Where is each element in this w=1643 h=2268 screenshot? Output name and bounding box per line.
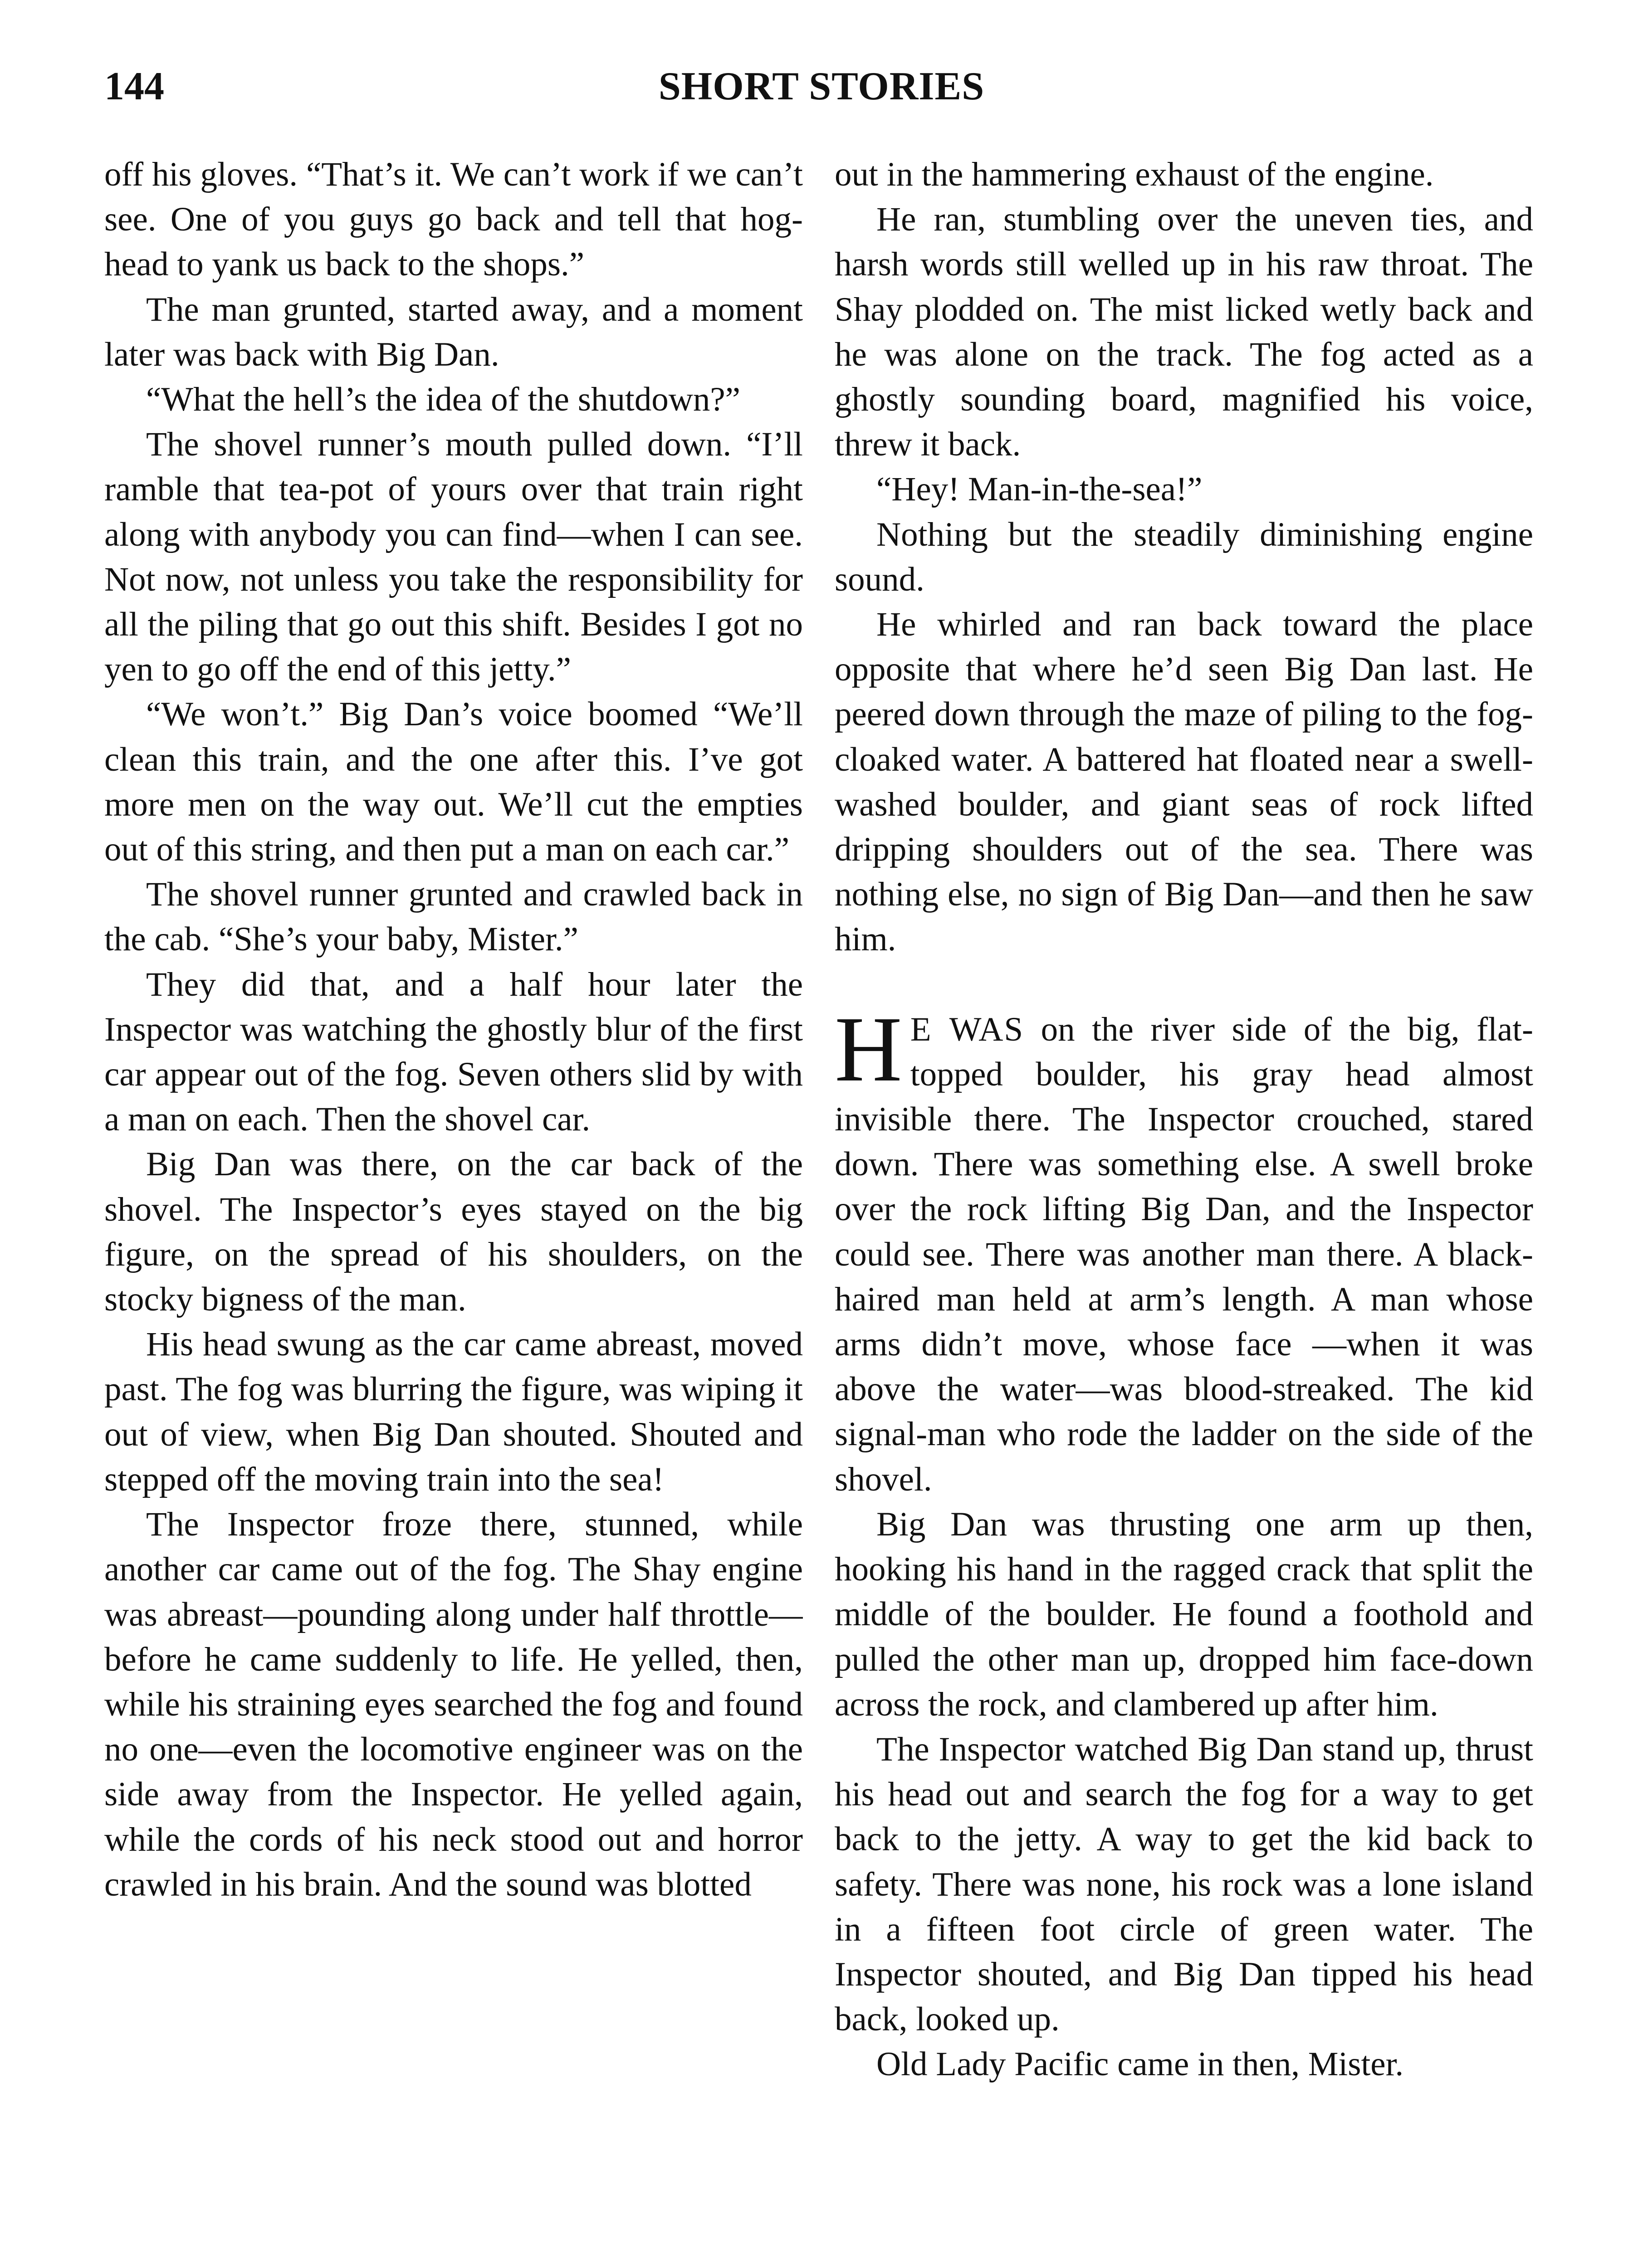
paragraph: out in the hammering exhaust of the engine. xyxy=(835,156,1434,193)
running-head: SHORT STORIES xyxy=(658,64,985,108)
text-columns xyxy=(104,152,1533,2268)
paragraph: Big Dan was there, on the car back of the shovel. The Inspector’s eyes stayed on the big figure, on the spread of his shoulders, on the stocky bigness of the man. xyxy=(104,1145,803,1319)
paragraph: He whirled and ran back toward the place opposite that where he’d seen Big Dan last. He peered down through the maze of piling to the fog-cloaked water. A battered hat floated near a swell-washed boulder, and giant seas of rock lifted dripping shoulders out of the sea. There was nothing else, no sign of Big Dan—and then he saw him. xyxy=(835,606,1533,958)
page-header xyxy=(104,64,1539,122)
section-opening-paragraph xyxy=(835,997,1533,1502)
paragraph: Big Dan was thrusting one arm up then, hooking his hand in the ragged crack that split the middle of the boulder. He found a foothold and pulled the other man up, dropped him face-down across the rock, and clambered up after him. xyxy=(835,1505,1533,1723)
paragraph: The Inspector watched Big Dan stand up, thrust his head out and search the fog for a way to get back to the jetty. A way to get the kid back to safety. There was none, his rock was a lone island in a fifteen foot circle of green water. The Inspector shouted, and Big Dan tipped his head back, looked up. xyxy=(835,1730,1533,2038)
paragraph: Nothing but the steadily diminishing engine sound. xyxy=(835,515,1533,598)
section-lead-in: E WAS xyxy=(910,1010,1024,1048)
left-column xyxy=(104,152,803,2268)
paragraph: He ran, stumbling over the uneven ties, and harsh words still welled up in his raw throat. The Shay plodded on. The mist licked wetly back and he was alone on the track. The fog acted as a ghostly sounding board, magnified his voice, threw it back. xyxy=(835,200,1533,464)
paragraph: The man grunted, started away, and a moment later was back with Big Dan. xyxy=(104,290,803,373)
page-number: 144 xyxy=(104,64,164,108)
paragraph: off his gloves. “That’s it. We can’t work if we can’t see. One of you guys go back and tell that hog-head to yank us back to the shops.” xyxy=(104,156,803,284)
paragraph: “What the hell’s the idea of the shutdown?” xyxy=(146,381,740,419)
paragraph: “Hey! Man-in-the-sea!” xyxy=(876,470,1203,508)
paragraph: Old Lady Pacific came in then, Mister. xyxy=(876,2045,1404,2083)
paragraph: The shovel runner grunted and crawled back in the cab. “She’s your baby, Mister.” xyxy=(104,875,803,958)
paragraph: The shovel runner’s mouth pulled down. “I’ll ramble that tea-pot of yours over that train right along with anybody you can find—when I can see. Not now, not unless you take the responsibility for all the piling that go out this shift. Besides I got no yen to go off the end of this jetty.” xyxy=(104,425,803,689)
drop-cap: H xyxy=(835,997,902,1101)
right-column xyxy=(835,152,1533,2268)
paragraph: They did that, and a half hour later the Inspector was watching the ghostly blur of the first car appear out of the fog. Seven others slid by with a man on each. Then the shovel car. xyxy=(104,965,803,1139)
paragraph: The Inspector froze there, stunned, while another car came out of the fog. The Shay engine was abreast—pounding along under half throttle—before he came suddenly to life. He yelled, then, while his straining eyes searched the fog and found no one—even the locomotive engineer was on the side away from the Inspector. He yelled again, while the cords of his neck stood out and horror crawled in his brain. And the sound was blotted xyxy=(104,1505,803,1903)
paragraph: His head swung as the car came abreast, moved past. The fog was blurring the figure, was wiping it out of view, when Big Dan shouted. Shouted and stepped off the moving train into the sea! xyxy=(104,1325,803,1498)
paragraph: “We won’t.” Big Dan’s voice boomed “We’ll clean this train, and the one after this. I’ve got more men on the way out. We’ll cut the empties out of this string, and then put a man on each car.” xyxy=(104,695,803,869)
section-opening-text: on the river side of the big, flat-topped boulder, his gray head almost invisible there. The Inspector crouched, stared down. There was something else. A swell broke over the rock lifting Big Dan, and the Inspector could see. There was another man there. A black-haired man held at arm’s length. A man whose arms didn’t move, whose face —when it was above the water—was blood-streaked. The kid signal-man who rode the ladder on the side of the shovel. xyxy=(835,1010,1533,1498)
